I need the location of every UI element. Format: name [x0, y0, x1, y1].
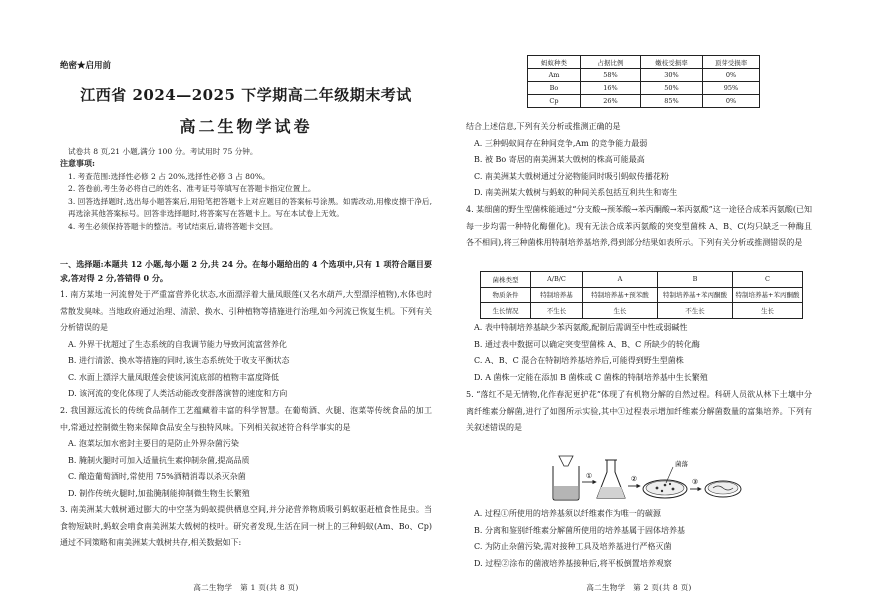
- arrow-step-1: [582, 472, 596, 482]
- option-a: A. 表中特制培养基缺少苯丙氨酸,配制后需调至中性或弱碱性: [474, 323, 688, 332]
- table-cell: 85%: [641, 95, 703, 108]
- table-cell: 95%: [703, 82, 760, 95]
- question-stem: 2. 我国源远流长的传统食品制作工艺蕴藏着丰富的科学智慧。在葡萄酒、火腿、泡菜等传统食品的加工中,常通过控制微生物来保障食品安全与独特风味。下列相关叙述符合科学事实的是: [60, 406, 432, 432]
- table-row: [528, 82, 760, 95]
- table-cell: 生长: [733, 303, 803, 319]
- table-header-cell: 占据比例: [581, 56, 641, 69]
- table-row: [528, 69, 760, 82]
- table-cell: 菌株类型: [481, 272, 531, 288]
- paper-title: 高二生物学试卷: [179, 117, 313, 136]
- step-3-label: ③: [691, 478, 699, 486]
- petri-dish-2: [705, 481, 741, 497]
- option-d: D. 制作传统火腿时,加盐腌制能抑制微生物生长繁殖: [68, 488, 250, 498]
- table-cell: 50%: [641, 82, 703, 95]
- option-c: C. 南美洲某大戟树通过分泌物能同时吸引蚂蚁传播花粉: [474, 171, 669, 181]
- option-d: D. A 菌株一定能在添加 B 菌株或 C 菌株的特制培养基中生长繁殖: [474, 372, 708, 382]
- colony-dot: [672, 488, 675, 491]
- table-cell: B: [658, 272, 733, 288]
- question-4: [466, 202, 812, 252]
- option-c: C. 水面上漂浮大量凤眼莲会使该河流底部的植物丰富度降低: [68, 372, 279, 382]
- colony-dot: [656, 487, 659, 490]
- table-cell: A: [583, 272, 658, 288]
- question-prompt: 结合上述信息,下列有关分析或推测正确的是: [466, 122, 621, 131]
- experiment-diagram: [545, 436, 745, 504]
- exam-info: 试卷共 8 页,21 小题,满分 100 分。考试用时 75 分钟。: [68, 147, 258, 156]
- question-4-options: [466, 320, 812, 386]
- table-cell: 26%: [581, 95, 641, 108]
- question-3: [60, 502, 432, 552]
- step-1-label: ①: [585, 472, 593, 480]
- table-header-row: [528, 56, 760, 69]
- option-a: A. 外界干扰超过了生态系统的自我调节能力导致河流富营养化: [68, 339, 287, 349]
- soil-sample-beaker: [553, 456, 579, 500]
- colony-dot: [669, 483, 671, 485]
- arrow-step-2: [628, 475, 640, 486]
- option-b: B. 被 Bo 寄居的南美洲某大戟树的株高可能最高: [474, 155, 645, 164]
- page-footer-right: 高二生物学 第 2 页(共 8 页): [586, 583, 692, 592]
- table-cell: 生长: [583, 303, 658, 319]
- table-cell: C: [733, 272, 803, 288]
- arrow-step-3: [690, 478, 701, 489]
- table-cell: 生长情况: [481, 303, 531, 319]
- table-header-cell: 顶芽受损率: [703, 56, 760, 69]
- table-row: [528, 95, 760, 108]
- table-cell: 特制培养基+苯丙酮酸: [658, 287, 733, 303]
- strain-growth-table: [480, 271, 803, 319]
- notes-item: 3. 回答选择题时,选出每小题答案后,用铅笔把答题卡上对应题目的答案标号涂黑。如需改动,用橡皮擦干净后,再选涂其他答案标号。回答非选择题时,将答案写在答题卡上。写在本试卷上无效。: [68, 196, 432, 219]
- question-5: [466, 387, 812, 437]
- notes-list: [68, 171, 432, 233]
- option-d: D. 该河流的变化体现了人类活动能改变群落演替的速度和方向: [68, 389, 288, 398]
- option-c: C. 酿造葡萄酒时,常使用 75%酒精消毒以杀灭杂菌: [68, 472, 246, 481]
- table-cell: A/B/C: [531, 272, 583, 288]
- table-row: [481, 303, 803, 319]
- page-footer-left: 高二生物学 第 1 页(共 8 页): [193, 583, 299, 592]
- option-b: B. 进行清淤、换水等措施的同时,该生态系统处于收支平衡状态: [68, 356, 290, 365]
- table-cell: 16%: [581, 82, 641, 95]
- question-stem: 3. 南美洲某大戟树通过膨大的中空茎为蚂蚁提供栖息空间,并分泌营养物质吸引蚂蚁驱赶植食性昆虫。当食物短缺时,蚂蚁会啃食南美洲某大戟树的枝叶。研究者发现,生活在同一树上的三种蚂蚁(Am、Bo、Cp)通过不同策略和南美洲某大戟树共存,相关数据如下:: [60, 505, 432, 547]
- option-b: B. 腌制火腿时可加入适量抗生素抑制杂菌,提高品质: [68, 455, 250, 465]
- question-stem: 4. 某细菌的野生型菌株能通过“分支酸→预苯酸→苯丙酮酸→苯丙氨酸”这一途径合成苯丙氨酸(已知每一步均需一种特化酶催化)。现有无法合成苯丙氨酸的突变型菌株 A、B、C(均只缺乏一种酶且各不相同),将三种菌株用特制培养基培养,得到部分结果如表所示。下列有关分析或推测错误的是: [466, 205, 812, 247]
- question-stem: 5. “落红不是无情物,化作春泥更护花”体现了有机物分解的自然过程。科研人员欲从林下土壤中分离纤维素分解菌,进行了如图所示实验,其中①过程表示增加纤维素分解菌数量的富集培养。下列有关叙述错误的是: [466, 390, 812, 432]
- table-cell: 0%: [703, 69, 760, 82]
- question-2: [60, 403, 432, 502]
- colony-dot: [664, 484, 667, 487]
- table-cell: 不生长: [531, 303, 583, 319]
- colony-callout: [666, 459, 689, 483]
- notes-item: 1. 考查范围:选择性必修 2 占 20%,选择性必修 3 占 80%。: [68, 172, 270, 181]
- option-a: A. 三种蚂蚁间存在种间竞争,Am 的竞争能力最弱: [474, 138, 648, 148]
- option-b: B. 通过表中数据可以确定突变型菌株 A、B、C 所缺少的转化酶: [474, 339, 700, 349]
- table-cell: 30%: [641, 69, 703, 82]
- notes-heading: 注意事项:: [60, 158, 95, 168]
- table-header-cell: 蚂蚁种类: [528, 56, 581, 69]
- table-cell: 58%: [581, 69, 641, 82]
- question-5-options: [466, 506, 812, 572]
- option-d: D. 过程②涂布的菌液培养基接种后,将平板倒置培养观察: [474, 558, 672, 568]
- option-b: B. 分离和鉴别纤维素分解菌所使用的培养基属于固体培养基: [474, 525, 685, 535]
- table-cell: Am: [528, 69, 581, 82]
- table-cell: Cp: [528, 95, 581, 108]
- petri-dish-1: [643, 480, 687, 498]
- question-stem: 1. 南方某地一河流曾处于严重富营养化状态,水面漂浮着大量凤眼莲(又名水葫芦,大型漂浮植物),水体也时常散发臭味。当地政府通过治理、清淤、换水、引种植物等措施进行治理,如今河流已恢复生机。下列有关分析错误的是: [60, 290, 432, 332]
- table-row: [481, 272, 803, 288]
- table-header-cell: 嫩枝受损率: [641, 56, 703, 69]
- option-a: A. 泡菜坛加水密封主要目的是防止外界杂菌污染: [68, 439, 239, 448]
- question-3-continued: [466, 119, 812, 202]
- table-cell: 特制培养基+预苯酸: [583, 287, 658, 303]
- table-cell: Bo: [528, 82, 581, 95]
- option-a: A. 过程①所使用的培养基须以纤维素作为唯一的碳源: [474, 509, 661, 518]
- step-2-label: ②: [630, 475, 638, 483]
- enrichment-flask: [597, 460, 625, 498]
- table-cell: 物质条件: [481, 287, 531, 303]
- table-row: [481, 287, 803, 303]
- question-1: [60, 287, 432, 403]
- table-cell: 不生长: [658, 303, 733, 319]
- option-d: D. 南美洲某大戟树与蚂蚁的种间关系包括互利共生和寄生: [474, 188, 678, 197]
- ant-data-table: [527, 55, 760, 108]
- table-cell: 特制培养基+苯丙酮酸: [733, 287, 803, 303]
- option-c: C. 为防止杂菌污染,需对接种工具及培养基进行严格灭菌: [474, 542, 672, 551]
- notes-item: 4. 考生必须保持答题卡的整洁。考试结束后,请将答题卡交回。: [68, 221, 278, 231]
- option-c: C. A、B、C 混合在特制培养基培养后,可能得到野生型菌株: [474, 356, 684, 365]
- colony-label: 菌落: [675, 460, 688, 468]
- table-cell: 0%: [703, 95, 760, 108]
- exam-title: 江西省 2024—2025 下学期高二年级期末考试: [80, 86, 412, 104]
- colony-dot: [661, 490, 663, 492]
- notes-item: 2. 答卷前,考生务必将自己的姓名、准考证号等填写在答题卡指定位置上。: [68, 184, 316, 194]
- section-heading: 一、选择题:本题共 12 小题,每小题 2 分,共 24 分。在每小题给出的 4 个选项中,只有 1 项符合题目要求,答对得 2 分,答错得 0 分。: [60, 259, 432, 283]
- table-cell: 特制培养基: [531, 287, 583, 303]
- confidential-mark: 绝密★启用前: [60, 61, 112, 71]
